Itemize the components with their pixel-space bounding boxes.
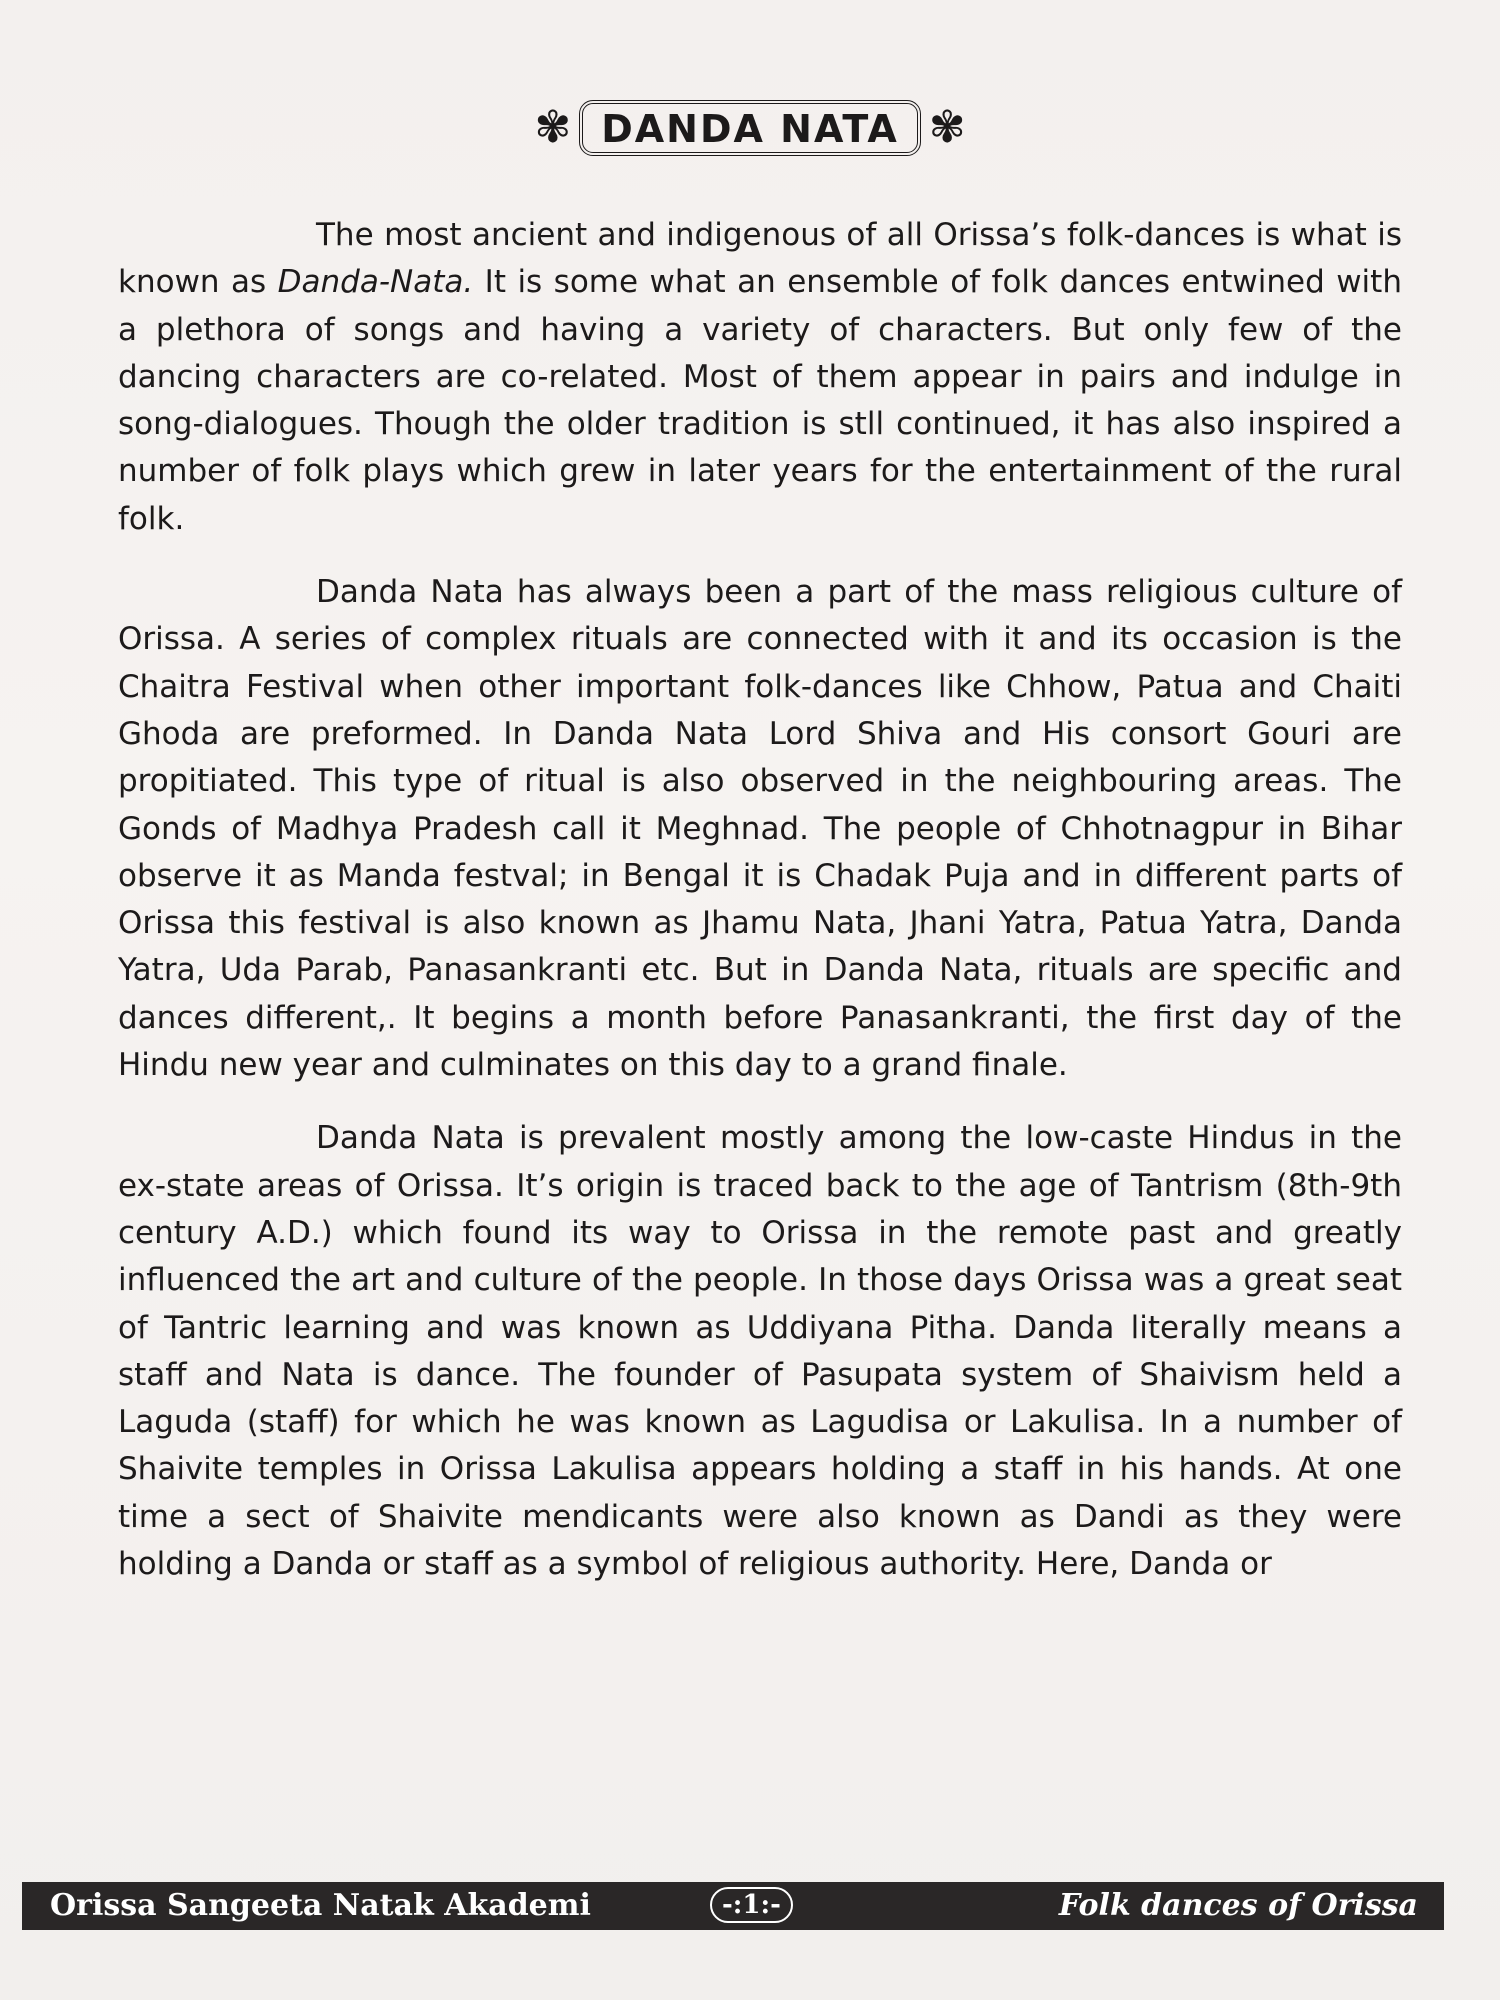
footer-book-title: Folk dances of Orissa <box>1058 1888 1418 1923</box>
paragraph-1 <box>118 212 1402 543</box>
page-footer <box>22 1882 1444 1930</box>
flower-ornament-left-icon: ✾ <box>534 102 572 153</box>
paragraph-1-emphasis: Danda-Nata. <box>277 264 474 301</box>
paragraph-1-text-end: It is some what an ensemble of folk dances entwined with a plethora of songs and having a variety of characters. But only few of the dancing characters are co-related. Most of them appear in pairs and indulge in song-dialogues. Though the older tradition is stll continued, it has also inspired a number of folk plays which grew in later years for the entertainment of the rural folk. <box>118 264 1402 537</box>
page-number: -:1:- <box>710 1887 793 1923</box>
paragraph-3: Danda Nata is prevalent mostly among the low-caste Hindus in the ex-state areas of Orissa. It’s origin is traced back to the age of Tantrism (8th-9th century A.D.) which found its way to Orissa in the remote past and greatly influenced the art and culture of the people. In those days Orissa was a great seat of Tantric learning and was known as Uddiyana Pitha. Danda literally means a staff and Nata is dance. The founder of Pasupata system of Shaivism held a Laguda (staff) for which he was known as Lagudisa or Lakulisa. In a number of Shaivite temples in Orissa Lakulisa appears holding a staff in his hands. At one time a sect of Shaivite mendicants were also known as Dandi as they were holding a Danda or staff as a symbol of religious authority. Here, Danda or <box>118 1120 1402 1583</box>
page-title: DANDA NATA <box>579 100 921 156</box>
flower-ornament-right-icon: ✾ <box>928 102 966 153</box>
article-body <box>118 212 1402 1614</box>
paragraph-1-text-start: The most ancient and indigenous of all Orissa’s folk-dances is what is known as <box>118 217 1402 301</box>
title-banner <box>0 100 1500 156</box>
footer-publisher: Orissa Sangeeta Natak Akademi <box>50 1888 591 1923</box>
paragraph-2: Danda Nata has always been a part of the mass religious culture of Orissa. A series of complex rituals are connected with it and its occasion is the Chaitra Festival when other important folk-dances like Chhow, Patua and Chaiti Ghoda are preformed. In Danda Nata Lord Shiva and His consort Gouri are propitiated. This type of ritual is also observed in the neighbouring areas. The Gonds of Madhya Pradesh call it Meghnad. The people of Chhotnagpur in Bihar observe it as Manda festval; in Bengal it is Chadak Puja and in different parts of Orissa this festival is also known as Jhamu Nata, Jhani Yatra, Patua Yatra, Danda Yatra, Uda Parab, Panasankranti etc. But in Danda Nata, rituals are specific and dances different,. It begins a month before Panasankranti, the first day of the Hindu new year and culminates on this day to a grand finale. <box>118 574 1402 1084</box>
